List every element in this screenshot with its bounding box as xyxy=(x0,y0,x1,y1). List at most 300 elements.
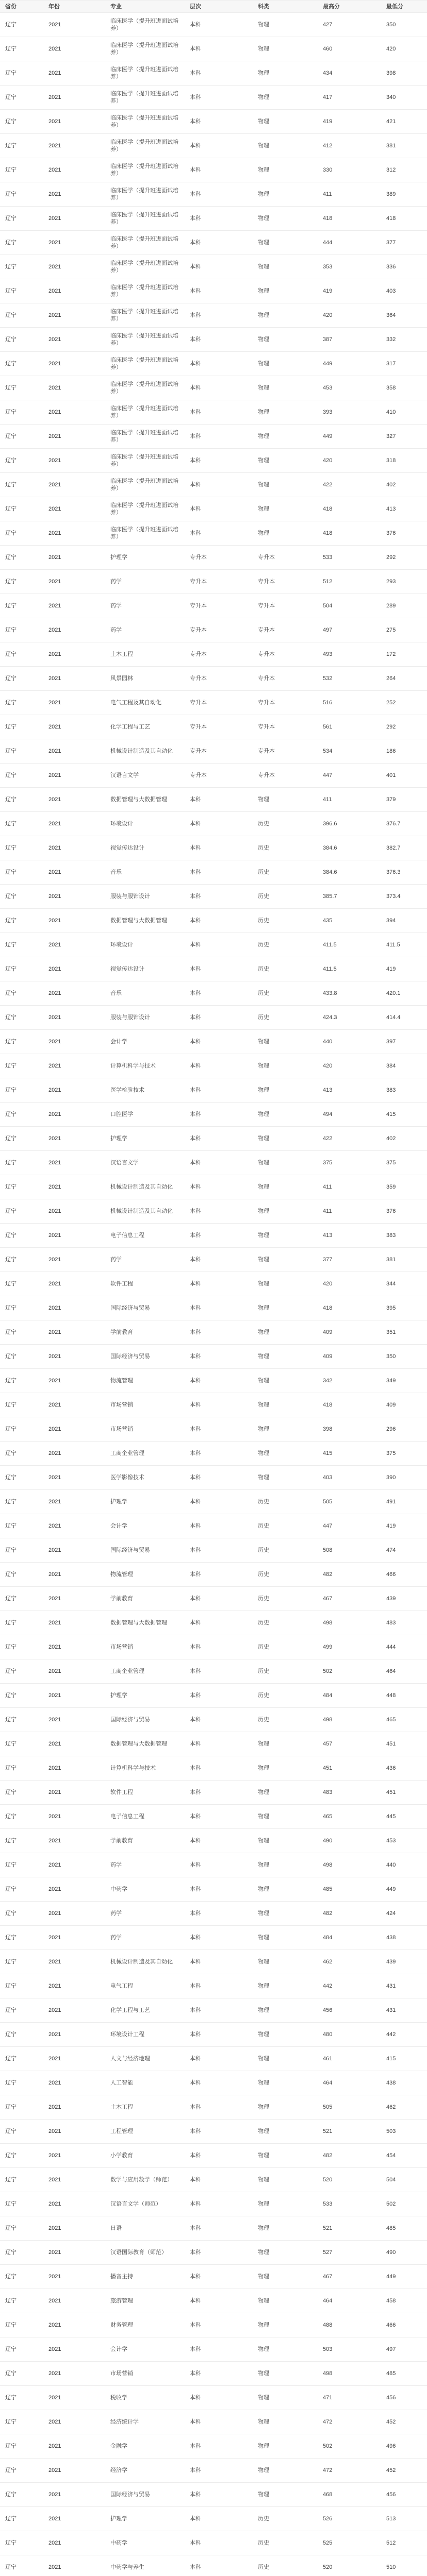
cell-province: 辽宁 xyxy=(5,506,17,512)
cell-province: 辽宁 xyxy=(5,966,17,972)
cell-major: 临床医学（提升班进面试培养） xyxy=(110,284,178,298)
cell-subject: 物理 xyxy=(258,2249,269,2256)
cell-subject: 物理 xyxy=(258,2056,269,2062)
cell-subject: 历史 xyxy=(258,1596,269,1602)
table-row xyxy=(0,2071,427,2095)
cell-subject: 物理 xyxy=(258,240,269,246)
cell-province: 辽宁 xyxy=(5,22,17,28)
table-row xyxy=(0,1950,427,1974)
cell-max-score: 419 xyxy=(323,288,333,294)
cell-major: 服装与服饰设计 xyxy=(110,1014,150,1021)
cell-max-score: 482 xyxy=(323,1910,333,1917)
cell-subject: 物理 xyxy=(258,2201,269,2207)
cell-max-score: 440 xyxy=(323,1039,333,1045)
cell-min-score: 465 xyxy=(386,1717,396,1723)
cell-province: 辽宁 xyxy=(5,118,17,125)
cell-province: 辽宁 xyxy=(5,2395,17,2401)
cell-min-score: 436 xyxy=(386,1765,396,1771)
cell-subject: 专升本 xyxy=(258,724,275,730)
cell-year: 2021 xyxy=(48,530,61,536)
table-row xyxy=(0,570,427,594)
cell-year: 2021 xyxy=(48,215,61,222)
cell-max-score: 353 xyxy=(323,264,333,270)
cell-subject: 专升本 xyxy=(258,579,275,585)
cell-level: 本科 xyxy=(190,2419,201,2425)
cell-year: 2021 xyxy=(48,2201,61,2207)
cell-province: 辽宁 xyxy=(5,2080,17,2086)
cell-province: 辽宁 xyxy=(5,191,17,197)
table-row xyxy=(0,1926,427,1950)
cell-min-score: 464 xyxy=(386,1668,396,1674)
cell-major: 软件工程 xyxy=(110,1281,133,1287)
cell-min-score: 431 xyxy=(386,2007,396,2013)
cell-major: 药学 xyxy=(110,1257,122,1263)
cell-subject: 物理 xyxy=(258,1910,269,1917)
table-row xyxy=(0,1805,427,1829)
cell-level: 本科 xyxy=(190,191,201,197)
cell-province: 辽宁 xyxy=(5,409,17,415)
cell-major: 财务管理 xyxy=(110,2322,133,2328)
cell-max-score: 508 xyxy=(323,1547,333,1553)
cell-province: 辽宁 xyxy=(5,2104,17,2110)
cell-max-score: 433.8 xyxy=(323,990,337,996)
cell-year: 2021 xyxy=(48,2225,61,2231)
cell-min-score: 444 xyxy=(386,1644,396,1650)
cell-level: 本科 xyxy=(190,869,201,875)
cell-min-score: 375 xyxy=(386,1450,396,1456)
cell-max-score: 411.5 xyxy=(323,942,337,948)
cell-province: 辽宁 xyxy=(5,1136,17,1142)
cell-province: 辽宁 xyxy=(5,215,17,222)
cell-major: 中药学与养生 xyxy=(110,2564,144,2570)
table-row xyxy=(0,1175,427,1199)
cell-subject: 物理 xyxy=(258,1765,269,1771)
table-row xyxy=(0,2265,427,2289)
cell-level: 本科 xyxy=(190,2007,201,2013)
cell-subject: 物理 xyxy=(258,118,269,125)
cell-major: 临床医学（提升班进面试培养） xyxy=(110,42,178,56)
cell-min-score: 264 xyxy=(386,675,396,682)
cell-year: 2021 xyxy=(48,312,61,318)
cell-level: 本科 xyxy=(190,1232,201,1239)
cell-year: 2021 xyxy=(48,1378,61,1384)
cell-major: 音乐 xyxy=(110,990,122,996)
cell-major: 电气工程 xyxy=(110,1983,133,1989)
cell-province: 辽宁 xyxy=(5,748,17,754)
cell-major: 视觉传达设计 xyxy=(110,966,144,972)
cell-level: 本科 xyxy=(190,215,201,222)
cell-level: 本科 xyxy=(190,2443,201,2449)
cell-max-score: 435 xyxy=(323,918,333,924)
cell-province: 辽宁 xyxy=(5,2031,17,2038)
cell-subject: 物理 xyxy=(258,1983,269,1989)
table-row xyxy=(0,37,427,61)
cell-major: 临床医学（提升班进面试培养） xyxy=(110,357,178,370)
cell-year: 2021 xyxy=(48,627,61,633)
cell-subject: 物理 xyxy=(258,506,269,512)
cell-subject: 物理 xyxy=(258,1741,269,1747)
cell-major: 国际经济与贸易 xyxy=(110,2492,150,2498)
cell-subject: 物理 xyxy=(258,46,269,52)
cell-province: 辽宁 xyxy=(5,1184,17,1190)
cell-level: 本科 xyxy=(190,530,201,536)
cell-level: 本科 xyxy=(190,1935,201,1941)
cell-subject: 物理 xyxy=(258,1063,269,1069)
cell-major: 环境设计 xyxy=(110,821,133,827)
cell-subject: 物理 xyxy=(258,1281,269,1287)
cell-province: 辽宁 xyxy=(5,2056,17,2062)
table-row xyxy=(0,1442,427,1466)
table-row xyxy=(0,2047,427,2071)
cell-major: 学前教育 xyxy=(110,1329,133,1335)
cell-subject: 物理 xyxy=(258,1426,269,1432)
cell-year: 2021 xyxy=(48,336,61,343)
table-row xyxy=(0,2168,427,2192)
table-row xyxy=(0,1417,427,1442)
table-row xyxy=(0,1902,427,1926)
cell-subject: 物理 xyxy=(258,143,269,149)
cell-province: 辽宁 xyxy=(5,627,17,633)
cell-major: 临床医学（提升班进面试培养） xyxy=(110,333,178,346)
cell-max-score: 502 xyxy=(323,2443,333,2449)
cell-max-score: 418 xyxy=(323,1402,333,1408)
cell-min-score: 376.3 xyxy=(386,869,401,875)
cell-province: 辽宁 xyxy=(5,1208,17,1214)
cell-max-score: 457 xyxy=(323,1741,333,1747)
cell-year: 2021 xyxy=(48,554,61,561)
cell-max-score: 498 xyxy=(323,1620,333,1626)
cell-year: 2021 xyxy=(48,2516,61,2522)
cell-major: 临床医学（提升班进面试培养） xyxy=(110,381,178,395)
cell-level: 本科 xyxy=(190,1910,201,1917)
cell-year: 2021 xyxy=(48,1014,61,1021)
cell-level: 本科 xyxy=(190,1475,201,1481)
cell-min-score: 452 xyxy=(386,2419,396,2425)
cell-province: 辽宁 xyxy=(5,94,17,100)
table-row xyxy=(0,1224,427,1248)
cell-major: 会计学 xyxy=(110,1523,127,1529)
cell-max-score: 398 xyxy=(323,1426,333,1432)
cell-min-score: 384 xyxy=(386,1063,396,1069)
cell-year: 2021 xyxy=(48,1281,61,1287)
table-row xyxy=(0,2434,427,2459)
cell-province: 辽宁 xyxy=(5,2298,17,2304)
cell-year: 2021 xyxy=(48,1257,61,1263)
cell-level: 专升本 xyxy=(190,603,207,609)
cell-major: 药学 xyxy=(110,1935,122,1941)
cell-major: 风景园林 xyxy=(110,675,133,682)
cell-level: 本科 xyxy=(190,1862,201,1868)
cell-province: 辽宁 xyxy=(5,1014,17,1021)
table-row xyxy=(0,1684,427,1708)
cell-min-score: 292 xyxy=(386,554,396,561)
cell-year: 2021 xyxy=(48,1063,61,1069)
cell-province: 辽宁 xyxy=(5,46,17,52)
cell-subject: 物理 xyxy=(258,312,269,318)
cell-province: 辽宁 xyxy=(5,700,17,706)
cell-max-score: 415 xyxy=(323,1450,333,1456)
table-row xyxy=(0,836,427,860)
cell-major: 机械设计制造及其自动化 xyxy=(110,1184,173,1190)
cell-min-score: 415 xyxy=(386,2056,396,2062)
cell-major: 汉语国际教育（师范） xyxy=(110,2249,167,2256)
table-row xyxy=(0,1587,427,1611)
cell-min-score: 382.7 xyxy=(386,845,401,851)
cell-province: 辽宁 xyxy=(5,1281,17,1287)
cell-year: 2021 xyxy=(48,94,61,100)
cell-subject: 物理 xyxy=(258,1329,269,1335)
cell-max-score: 499 xyxy=(323,1644,333,1650)
cell-province: 辽宁 xyxy=(5,264,17,270)
cell-min-score: 512 xyxy=(386,2540,396,2546)
cell-min-score: 293 xyxy=(386,579,396,585)
cell-max-score: 420 xyxy=(323,1063,333,1069)
table-row xyxy=(0,691,427,715)
table-row xyxy=(0,1030,427,1054)
cell-max-score: 330 xyxy=(323,167,333,173)
cell-level: 本科 xyxy=(190,2346,201,2352)
table-row xyxy=(0,497,427,521)
cell-year: 2021 xyxy=(48,1523,61,1529)
cell-min-score: 424 xyxy=(386,1910,396,1917)
cell-year: 2021 xyxy=(48,2104,61,2110)
cell-max-score: 403 xyxy=(323,1475,333,1481)
cell-major: 物流管理 xyxy=(110,1378,133,1384)
cell-max-score: 427 xyxy=(323,22,333,28)
cell-max-score: 449 xyxy=(323,361,333,367)
cell-min-score: 456 xyxy=(386,2492,396,2498)
cell-level: 本科 xyxy=(190,1014,201,1021)
cell-max-score: 465 xyxy=(323,1814,333,1820)
cell-level: 本科 xyxy=(190,1402,201,1408)
cell-max-score: 418 xyxy=(323,530,333,536)
cell-level: 本科 xyxy=(190,1886,201,1892)
cell-year: 2021 xyxy=(48,1886,61,1892)
cell-min-score: 438 xyxy=(386,1935,396,1941)
cell-province: 辽宁 xyxy=(5,385,17,391)
cell-year: 2021 xyxy=(48,1910,61,1917)
cell-year: 2021 xyxy=(48,990,61,996)
cell-max-score: 411.5 xyxy=(323,966,337,972)
cell-min-score: 379 xyxy=(386,796,396,803)
cell-major: 国际经济与贸易 xyxy=(110,1547,150,1553)
cell-province: 辽宁 xyxy=(5,2274,17,2280)
cell-year: 2021 xyxy=(48,845,61,851)
cell-subject: 物理 xyxy=(258,2395,269,2401)
cell-year: 2021 xyxy=(48,2153,61,2159)
cell-min-score: 503 xyxy=(386,2128,396,2134)
cell-province: 辽宁 xyxy=(5,1160,17,1166)
cell-major: 临床医学（提升班进面试培养） xyxy=(110,260,178,274)
cell-province: 辽宁 xyxy=(5,1111,17,1117)
cell-max-score: 412 xyxy=(323,143,333,149)
header-major: 专业 xyxy=(110,3,122,10)
cell-level: 专升本 xyxy=(190,748,207,754)
cell-subject: 物理 xyxy=(258,264,269,270)
cell-max-score: 385.7 xyxy=(323,893,337,900)
cell-min-score: 485 xyxy=(386,2225,396,2231)
table-row xyxy=(0,1490,427,1514)
cell-min-score: 453 xyxy=(386,1838,396,1844)
cell-subject: 历史 xyxy=(258,2516,269,2522)
cell-max-score: 387 xyxy=(323,336,333,343)
cell-subject: 物理 xyxy=(258,796,269,803)
cell-subject: 历史 xyxy=(258,990,269,996)
cell-min-score: 364 xyxy=(386,312,396,318)
cell-province: 辽宁 xyxy=(5,990,17,996)
cell-major: 电子信息工程 xyxy=(110,1232,144,1239)
table-row xyxy=(0,2337,427,2362)
table-row xyxy=(0,1708,427,1732)
cell-max-score: 411 xyxy=(323,1184,332,1190)
cell-max-score: 472 xyxy=(323,2419,333,2425)
cell-min-score: 420.1 xyxy=(386,990,401,996)
cell-level: 本科 xyxy=(190,966,201,972)
cell-year: 2021 xyxy=(48,2274,61,2280)
cell-province: 辽宁 xyxy=(5,796,17,803)
cell-major: 环境设计 xyxy=(110,942,133,948)
cell-province: 辽宁 xyxy=(5,1305,17,1311)
cell-min-score: 296 xyxy=(386,1426,396,1432)
table-row xyxy=(0,1732,427,1756)
cell-level: 本科 xyxy=(190,2080,201,2086)
table-row xyxy=(0,667,427,691)
cell-level: 专升本 xyxy=(190,651,207,657)
cell-min-score: 421 xyxy=(386,118,396,125)
cell-level: 本科 xyxy=(190,1281,201,1287)
cell-min-score: 252 xyxy=(386,700,396,706)
cell-subject: 物理 xyxy=(258,1353,269,1360)
cell-level: 本科 xyxy=(190,1596,201,1602)
table-row xyxy=(0,61,427,86)
table-row xyxy=(0,182,427,207)
cell-province: 辽宁 xyxy=(5,1596,17,1602)
table-row xyxy=(0,400,427,425)
cell-subject: 物理 xyxy=(258,215,269,222)
cell-subject: 物理 xyxy=(258,1450,269,1456)
cell-level: 本科 xyxy=(190,1257,201,1263)
cell-province: 辽宁 xyxy=(5,2177,17,2183)
cell-year: 2021 xyxy=(48,2128,61,2134)
cell-level: 本科 xyxy=(190,990,201,996)
cell-max-score: 424.3 xyxy=(323,1014,337,1021)
cell-level: 本科 xyxy=(190,1620,201,1626)
cell-major: 土木工程 xyxy=(110,2104,133,2110)
cell-major: 汉语言文学 xyxy=(110,772,139,778)
cell-min-score: 504 xyxy=(386,2177,396,2183)
cell-year: 2021 xyxy=(48,1814,61,1820)
cell-major: 医学检验技术 xyxy=(110,1087,144,1093)
table-row xyxy=(0,739,427,764)
cell-level: 专升本 xyxy=(190,675,207,682)
cell-max-score: 418 xyxy=(323,1305,333,1311)
cell-min-score: 336 xyxy=(386,264,396,270)
cell-level: 本科 xyxy=(190,361,201,367)
table-row xyxy=(0,2362,427,2386)
cell-level: 本科 xyxy=(190,1184,201,1190)
cell-province: 辽宁 xyxy=(5,1353,17,1360)
cell-max-score: 467 xyxy=(323,2274,333,2280)
cell-max-score: 422 xyxy=(323,482,333,488)
cell-min-score: 390 xyxy=(386,1475,396,1481)
cell-max-score: 418 xyxy=(323,506,333,512)
cell-max-score: 444 xyxy=(323,240,333,246)
cell-province: 辽宁 xyxy=(5,579,17,585)
cell-level: 本科 xyxy=(190,1450,201,1456)
table-row xyxy=(0,86,427,110)
cell-max-score: 534 xyxy=(323,748,333,754)
cell-year: 2021 xyxy=(48,167,61,173)
table-row xyxy=(0,13,427,37)
cell-min-score: 415 xyxy=(386,1111,396,1117)
cell-major: 音乐 xyxy=(110,869,122,875)
cell-province: 辽宁 xyxy=(5,1257,17,1263)
cell-subject: 物理 xyxy=(258,457,269,464)
cell-max-score: 377 xyxy=(323,1257,333,1263)
cell-level: 本科 xyxy=(190,22,201,28)
cell-year: 2021 xyxy=(48,2492,61,2498)
table-row xyxy=(0,2095,427,2120)
cell-level: 本科 xyxy=(190,1814,201,1820)
cell-min-score: 403 xyxy=(386,288,396,294)
cell-level: 本科 xyxy=(190,2031,201,2038)
cell-max-score: 484 xyxy=(323,1935,333,1941)
cell-min-score: 397 xyxy=(386,1039,396,1045)
cell-year: 2021 xyxy=(48,2467,61,2473)
cell-level: 专升本 xyxy=(190,627,207,633)
cell-year: 2021 xyxy=(48,579,61,585)
cell-major: 税收学 xyxy=(110,2395,127,2401)
cell-province: 辽宁 xyxy=(5,2467,17,2473)
cell-max-score: 527 xyxy=(323,2249,333,2256)
cell-major: 临床医学（提升班进面试培养） xyxy=(110,212,178,225)
cell-major: 临床医学（提升班进面试培养） xyxy=(110,309,178,322)
cell-subject: 物理 xyxy=(258,2346,269,2352)
table-row xyxy=(0,2531,427,2555)
header-max-score: 最高分 xyxy=(323,3,340,10)
cell-max-score: 375 xyxy=(323,1160,333,1166)
cell-major: 工商企业管理 xyxy=(110,1668,144,1674)
cell-subject: 历史 xyxy=(258,2564,269,2570)
cell-level: 本科 xyxy=(190,1136,201,1142)
cell-year: 2021 xyxy=(48,1862,61,1868)
cell-max-score: 468 xyxy=(323,2492,333,2498)
cell-subject: 物理 xyxy=(258,2225,269,2231)
cell-major: 药学 xyxy=(110,603,122,609)
cell-level: 专升本 xyxy=(190,724,207,730)
cell-major: 临床医学（提升班进面试培养） xyxy=(110,115,178,128)
cell-max-score: 472 xyxy=(323,2467,333,2473)
cell-subject: 物理 xyxy=(258,482,269,488)
cell-major: 市场营销 xyxy=(110,1644,133,1650)
cell-year: 2021 xyxy=(48,2322,61,2328)
cell-min-score: 452 xyxy=(386,2467,396,2473)
cell-max-score: 516 xyxy=(323,700,333,706)
cell-min-score: 398 xyxy=(386,70,396,76)
cell-year: 2021 xyxy=(48,1039,61,1045)
cell-year: 2021 xyxy=(48,2564,61,2570)
cell-year: 2021 xyxy=(48,1402,61,1408)
cell-province: 辽宁 xyxy=(5,530,17,536)
cell-level: 本科 xyxy=(190,1668,201,1674)
cell-min-score: 340 xyxy=(386,94,396,100)
cell-year: 2021 xyxy=(48,361,61,367)
cell-province: 辽宁 xyxy=(5,1039,17,1045)
cell-province: 辽宁 xyxy=(5,457,17,464)
cell-min-score: 410 xyxy=(386,409,396,415)
cell-major: 临床医学（提升班进面试培养） xyxy=(110,91,178,104)
cell-year: 2021 xyxy=(48,966,61,972)
